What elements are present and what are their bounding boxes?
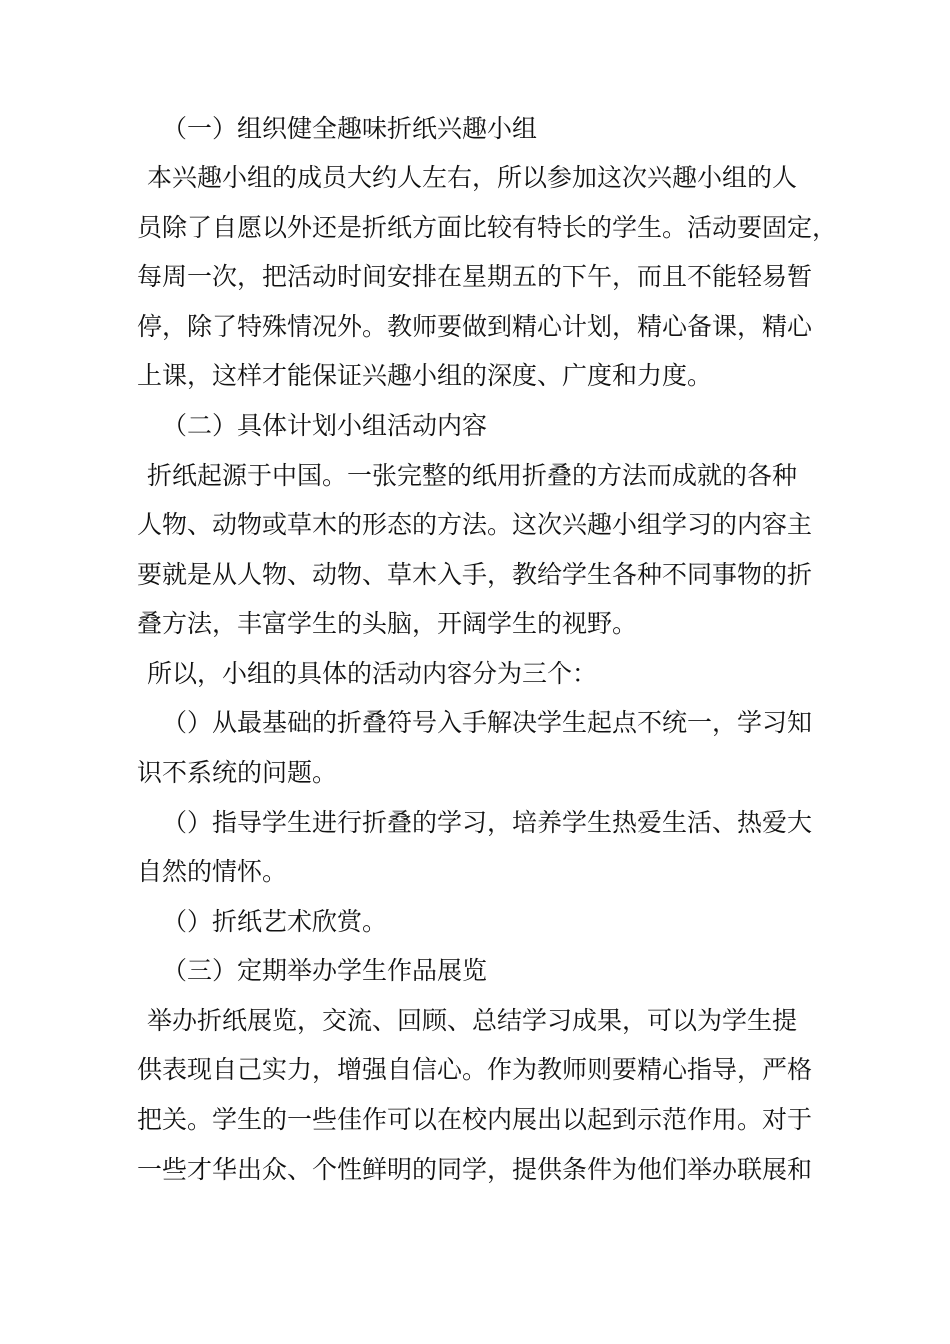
list-item-1: （）从最基础的折叠符号入手解决学生起点不统一，学习知 [162,708,813,737]
list-item-2-continuation: 自然的情怀。 [137,857,288,886]
paragraph-line: 叠方法，丰富学生的头脑，开阔学生的视野。 [137,609,638,638]
paragraph-line: 要就是从人物、动物、草木入手，教给学生各种不同事物的折 [137,560,813,589]
paragraph-line: 一些才华出众、个性鲜明的同学，提供条件为他们举办联展和 [137,1155,813,1184]
paragraph-line: 折纸起源于中国。一张完整的纸用折叠的方法而成就的各种 [147,461,798,490]
list-item-1-continuation: 识不系统的问题。 [137,758,338,787]
list-item-3: （）折纸艺术欣赏。 [162,907,388,936]
paragraph-line: 把关。学生的一些佳作可以在校内展出以起到示范作用。对于 [137,1105,813,1134]
paragraph-line: 所以，小组的具体的活动内容分为三个： [147,659,598,688]
heading-section-2: （二）具体计划小组活动内容 [162,411,488,440]
paragraph-line: 上课，这样才能保证兴趣小组的深度、广度和力度。 [137,361,713,390]
paragraph-line: 人物、动物或草木的形态的方法。这次兴趣小组学习的内容主 [137,510,813,539]
paragraph-line: 每周一次，把活动时间安排在星期五的下午，而且不能轻易暂 [137,262,813,291]
paragraph-line: 供表现自己实力，增强自信心。作为教师则要精心指导，严格 [137,1055,813,1084]
heading-section-1: （一）组织健全趣味折纸兴趣小组 [162,114,538,143]
list-item-2: （）指导学生进行折叠的学习，培养学生热爱生活、热爱大 [162,808,813,837]
paragraph-line: 员除了自愿以外还是折纸方面比较有特长的学生。活动要固定， [137,213,838,242]
paragraph-line: 停，除了特殊情况外。教师要做到精心计划，精心备课，精心 [137,312,813,341]
paragraph-line: 举办折纸展览，交流、回顾、总结学习成果，可以为学生提 [147,1006,798,1035]
paragraph-line: 本兴趣小组的成员大约人左右，所以参加这次兴趣小组的人 [147,163,798,192]
heading-section-3: （三）定期举办学生作品展览 [162,956,488,985]
